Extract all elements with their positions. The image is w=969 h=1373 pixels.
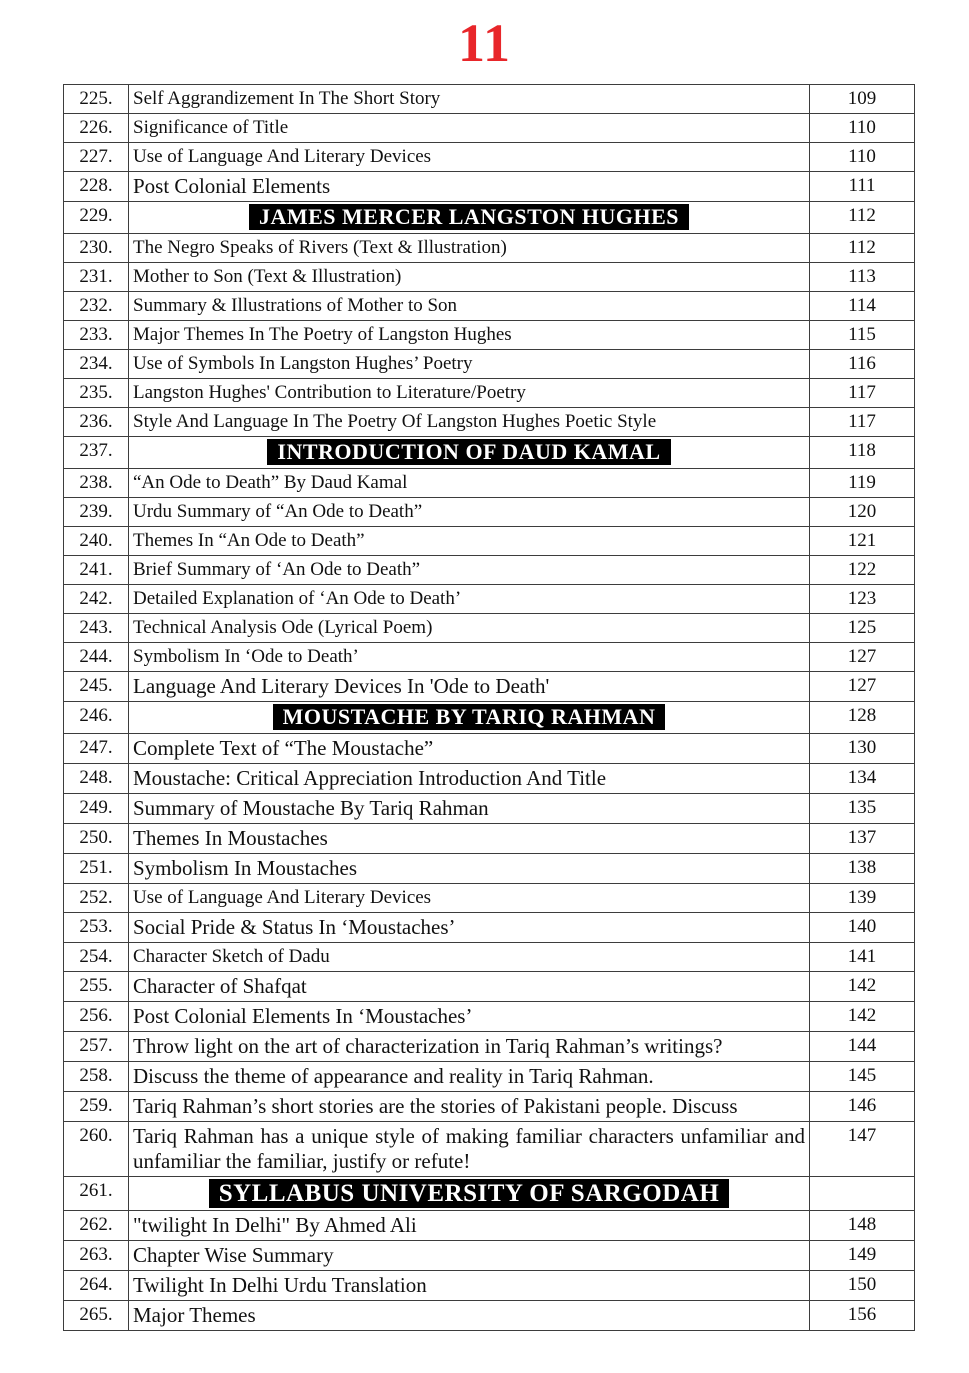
toc-row — [64, 234, 915, 263]
toc-row — [64, 972, 915, 1002]
row-number: 257. — [64, 1032, 129, 1062]
row-number: 225. — [64, 85, 129, 114]
row-page-number: 123 — [810, 585, 915, 614]
row-number: 242. — [64, 585, 129, 614]
section-header-row — [64, 702, 915, 734]
row-title: Symbolism In ‘Ode to Death’ — [129, 643, 810, 672]
section-header-label: JAMES MERCER LANGSTON HUGHES — [249, 204, 689, 230]
row-number: 265. — [64, 1301, 129, 1331]
toc-row — [64, 350, 915, 379]
row-page-number: 118 — [810, 437, 915, 469]
row-number: 240. — [64, 527, 129, 556]
row-number: 237. — [64, 437, 129, 469]
row-page-number: 112 — [810, 234, 915, 263]
toc-row — [64, 172, 915, 202]
row-page-number: 135 — [810, 794, 915, 824]
toc-row — [64, 143, 915, 172]
section-header-label: INTRODUCTION OF DAUD KAMAL — [267, 439, 670, 465]
row-page-number: 110 — [810, 143, 915, 172]
row-title: Summary & Illustrations of Mother to Son — [129, 292, 810, 321]
row-number: 255. — [64, 972, 129, 1002]
section-header-label: MOUSTACHE BY TARIQ RAHMAN — [273, 704, 666, 730]
row-title: Post Colonial Elements — [129, 172, 810, 202]
toc-row — [64, 1122, 915, 1177]
row-title: Brief Summary of ‘An Ode to Death” — [129, 556, 810, 585]
toc-row — [64, 1211, 915, 1241]
row-number: 246. — [64, 702, 129, 734]
row-number: 248. — [64, 764, 129, 794]
toc-row — [64, 263, 915, 292]
row-page-number: 114 — [810, 292, 915, 321]
row-page-number: 117 — [810, 408, 915, 437]
row-number: 232. — [64, 292, 129, 321]
row-title: Major Themes — [129, 1301, 810, 1331]
row-page-number: 148 — [810, 1211, 915, 1241]
toc-row — [64, 1032, 915, 1062]
toc-row — [64, 824, 915, 854]
toc-row — [64, 854, 915, 884]
row-title: Themes In Moustaches — [129, 824, 810, 854]
row-title: The Negro Speaks of Rivers (Text & Illustration) — [129, 234, 810, 263]
row-page-number: 137 — [810, 824, 915, 854]
toc-row — [64, 408, 915, 437]
toc-row — [64, 1092, 915, 1122]
row-number: 256. — [64, 1002, 129, 1032]
row-page-number: 110 — [810, 114, 915, 143]
toc-row — [64, 614, 915, 643]
row-page-number: 112 — [810, 202, 915, 234]
row-number: 251. — [64, 854, 129, 884]
row-title: Self Aggrandizement In The Short Story — [129, 85, 810, 114]
row-number: 241. — [64, 556, 129, 585]
toc-row — [64, 884, 915, 913]
row-page-number: 146 — [810, 1092, 915, 1122]
row-title: Moustache: Critical Appreciation Introduction And Title — [129, 764, 810, 794]
row-number: 228. — [64, 172, 129, 202]
toc-row — [64, 1271, 915, 1301]
row-page-number: 138 — [810, 854, 915, 884]
section-header-label: SYLLABUS UNIVERSITY OF SARGODAH — [209, 1179, 730, 1208]
row-page-number: 125 — [810, 614, 915, 643]
row-number: 247. — [64, 734, 129, 764]
row-title: Tariq Rahman has a unique style of making familiar characters unfamiliar and unfamiliar the familiar, justify or refute! — [129, 1122, 810, 1177]
toc-row — [64, 321, 915, 350]
row-title: Significance of Title — [129, 114, 810, 143]
row-title: Style And Language In The Poetry Of Langston Hughes Poetic Style — [129, 408, 810, 437]
row-page-number — [810, 1177, 915, 1211]
toc-row — [64, 794, 915, 824]
row-number: 227. — [64, 143, 129, 172]
toc-row — [64, 527, 915, 556]
row-title: Tariq Rahman’s short stories are the stories of Pakistani people. Discuss — [129, 1092, 810, 1122]
row-title: Urdu Summary of “An Ode to Death” — [129, 498, 810, 527]
row-page-number: 134 — [810, 764, 915, 794]
row-page-number: 120 — [810, 498, 915, 527]
row-page-number: 156 — [810, 1301, 915, 1331]
row-number: 249. — [64, 794, 129, 824]
row-title: Complete Text of “The Moustache” — [129, 734, 810, 764]
row-number: 231. — [64, 263, 129, 292]
row-page-number: 115 — [810, 321, 915, 350]
row-number: 252. — [64, 884, 129, 913]
row-title: Langston Hughes' Contribution to Literature/Poetry — [129, 379, 810, 408]
row-number: 238. — [64, 469, 129, 498]
row-page-number: 130 — [810, 734, 915, 764]
row-title: Discuss the theme of appearance and reality in Tariq Rahman. — [129, 1062, 810, 1092]
table-of-contents — [63, 84, 915, 1331]
row-page-number: 145 — [810, 1062, 915, 1092]
row-number: 260. — [64, 1122, 129, 1177]
row-title: Symbolism In Moustaches — [129, 854, 810, 884]
toc-row — [64, 764, 915, 794]
row-number: 258. — [64, 1062, 129, 1092]
row-title: Chapter Wise Summary — [129, 1241, 810, 1271]
row-number: 226. — [64, 114, 129, 143]
row-number: 259. — [64, 1092, 129, 1122]
toc-row — [64, 85, 915, 114]
row-title: “An Ode to Death” By Daud Kamal — [129, 469, 810, 498]
row-page-number: 142 — [810, 972, 915, 1002]
toc-row — [64, 1301, 915, 1331]
toc-row — [64, 1002, 915, 1032]
section-header-cell — [129, 202, 810, 234]
row-number: 239. — [64, 498, 129, 527]
toc-row — [64, 379, 915, 408]
toc-row — [64, 469, 915, 498]
row-page-number: 150 — [810, 1271, 915, 1301]
row-page-number: 140 — [810, 913, 915, 943]
row-title: Twilight In Delhi Urdu Translation — [129, 1271, 810, 1301]
row-title: Detailed Explanation of ‘An Ode to Death’ — [129, 585, 810, 614]
row-title: Mother to Son (Text & Illustration) — [129, 263, 810, 292]
toc-row — [64, 498, 915, 527]
row-page-number: 116 — [810, 350, 915, 379]
toc-row — [64, 1062, 915, 1092]
section-header-cell — [129, 702, 810, 734]
row-page-number: 122 — [810, 556, 915, 585]
row-title: Major Themes In The Poetry of Langston Hughes — [129, 321, 810, 350]
row-page-number: 139 — [810, 884, 915, 913]
row-page-number: 149 — [810, 1241, 915, 1271]
row-title: Use of Language And Literary Devices — [129, 884, 810, 913]
row-number: 245. — [64, 672, 129, 702]
row-page-number: 113 — [810, 263, 915, 292]
row-number: 235. — [64, 379, 129, 408]
toc-table-body — [64, 85, 915, 1331]
toc-row — [64, 913, 915, 943]
section-header-cell — [129, 437, 810, 469]
row-title: Themes In “An Ode to Death” — [129, 527, 810, 556]
row-title: "twilight In Delhi" By Ahmed Ali — [129, 1211, 810, 1241]
section-header-row — [64, 1177, 915, 1211]
row-number: 250. — [64, 824, 129, 854]
row-number: 243. — [64, 614, 129, 643]
row-number: 254. — [64, 943, 129, 972]
row-page-number: 121 — [810, 527, 915, 556]
toc-row — [64, 114, 915, 143]
row-page-number: 144 — [810, 1032, 915, 1062]
row-page-number: 128 — [810, 702, 915, 734]
row-page-number: 141 — [810, 943, 915, 972]
toc-row — [64, 643, 915, 672]
row-title: Summary of Moustache By Tariq Rahman — [129, 794, 810, 824]
row-title: Use of Language And Literary Devices — [129, 143, 810, 172]
row-title: Character of Shafqat — [129, 972, 810, 1002]
toc-row — [64, 292, 915, 321]
row-page-number: 147 — [810, 1122, 915, 1177]
row-page-number: 119 — [810, 469, 915, 498]
row-title: Social Pride & Status In ‘Moustaches’ — [129, 913, 810, 943]
toc-row — [64, 734, 915, 764]
row-number: 234. — [64, 350, 129, 379]
row-page-number: 117 — [810, 379, 915, 408]
row-page-number: 109 — [810, 85, 915, 114]
toc-row — [64, 672, 915, 702]
row-number: 229. — [64, 202, 129, 234]
section-header-cell — [129, 1177, 810, 1211]
row-title: Throw light on the art of characterization in Tariq Rahman’s writings? — [129, 1032, 810, 1062]
row-title: Use of Symbols In Langston Hughes’ Poetry — [129, 350, 810, 379]
row-number: 236. — [64, 408, 129, 437]
row-number: 253. — [64, 913, 129, 943]
section-header-row — [64, 202, 915, 234]
row-page-number: 111 — [810, 172, 915, 202]
row-number: 244. — [64, 643, 129, 672]
toc-row — [64, 1241, 915, 1271]
row-title: Post Colonial Elements In ‘Moustaches’ — [129, 1002, 810, 1032]
toc-row — [64, 556, 915, 585]
toc-row — [64, 585, 915, 614]
row-number: 264. — [64, 1271, 129, 1301]
row-title: Character Sketch of Dadu — [129, 943, 810, 972]
toc-row — [64, 943, 915, 972]
row-number: 263. — [64, 1241, 129, 1271]
row-number: 261. — [64, 1177, 129, 1211]
page-header-number: 11 — [457, 13, 512, 73]
row-page-number: 127 — [810, 672, 915, 702]
row-title: Technical Analysis Ode (Lyrical Poem) — [129, 614, 810, 643]
row-title: Language And Literary Devices In 'Ode to Death' — [129, 672, 810, 702]
row-page-number: 127 — [810, 643, 915, 672]
row-number: 262. — [64, 1211, 129, 1241]
row-number: 230. — [64, 234, 129, 263]
row-page-number: 142 — [810, 1002, 915, 1032]
row-number: 233. — [64, 321, 129, 350]
section-header-row — [64, 437, 915, 469]
